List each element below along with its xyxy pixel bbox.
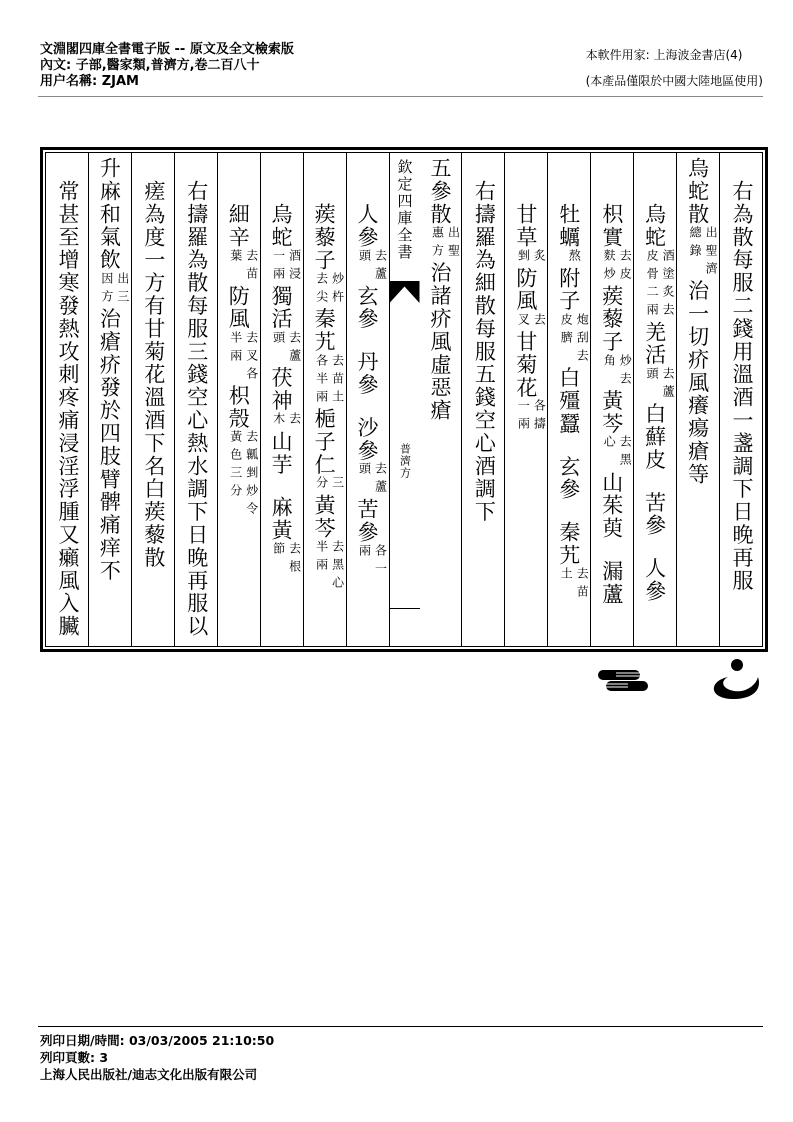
column-text — [304, 157, 346, 646]
main-text: 治一切疥風癢瘍瘡等 — [685, 279, 710, 486]
main-text: 蒺藜子 — [312, 203, 337, 272]
annotation-note — [357, 462, 389, 498]
app-title: 文淵閣四庫全書電子版 -- 原文及全文檢索版 — [40, 42, 294, 57]
text-column — [590, 153, 633, 646]
spacer — [654, 471, 655, 491]
annotation-line: 炒去 — [618, 353, 633, 390]
main-text: 甘草 — [513, 203, 538, 249]
print-datetime-row — [40, 1032, 274, 1049]
annotation-line: 熬 — [567, 248, 582, 267]
annotation-line: 去蘆 — [287, 330, 302, 367]
annotation-line: 去 — [532, 312, 547, 331]
annotation-line: 去苗土 — [330, 353, 345, 408]
print-datetime: 03/03/2005 21:10:50 — [128, 1033, 275, 1048]
print-pages-label: 列印頁數: — [40, 1050, 95, 1065]
annotation-line: 去苗 — [575, 566, 590, 603]
annotation-note — [271, 542, 303, 578]
annotation-note — [601, 435, 633, 471]
main-text: 右擣羅為細散每服五錢空心酒調下 — [472, 180, 497, 524]
content-path: 子部,醫家類,普濟方,卷二百八十 — [75, 58, 260, 73]
main-text: 山芋 — [269, 430, 294, 477]
annotation-note — [228, 249, 260, 285]
annotation-note — [515, 249, 547, 267]
footer — [40, 1032, 274, 1083]
print-datetime-label: 列印日期/時間: — [40, 1033, 125, 1048]
user-name: ZJAM — [101, 74, 139, 89]
main-text: 秦艽 — [312, 307, 337, 354]
annotation-line: 去 — [287, 412, 302, 431]
main-text: 羌活 — [642, 320, 667, 367]
main-text: 沙參 — [355, 416, 379, 463]
annotation-line: 角 — [602, 353, 617, 372]
main-text: 枳實 — [599, 203, 624, 249]
header-left — [40, 42, 294, 90]
logo-bar-top — [598, 670, 640, 680]
annotation-line: 剉 — [516, 248, 531, 267]
annotation-note — [515, 399, 547, 435]
annotation-line: 一兩 — [271, 248, 286, 285]
main-text: 升麻和氣飲 — [97, 157, 122, 272]
annotation-line: 心 — [602, 435, 617, 454]
column-text — [548, 157, 590, 646]
main-text: 茯神 — [269, 366, 294, 413]
annotation-line: 黃色三分 — [228, 430, 243, 503]
main-text: 烏蛇散 — [685, 157, 710, 226]
text-column — [719, 153, 762, 646]
annotation-note — [429, 226, 461, 262]
spacer — [611, 540, 612, 560]
main-text: 附子 — [556, 266, 581, 313]
annotation-line: 各半兩 — [314, 353, 329, 408]
text-column — [504, 153, 547, 646]
header-divider — [38, 96, 763, 97]
annotation-note — [271, 331, 303, 367]
spacer — [654, 537, 655, 557]
annotation-line: 一兩 — [516, 399, 531, 436]
main-text: 苦參 — [642, 491, 667, 538]
annotation-line: 分 — [314, 476, 329, 495]
user-row — [40, 74, 294, 90]
main-text: 黃芩 — [599, 389, 624, 436]
main-text: 細辛 — [226, 203, 251, 249]
annotation-line: 去尖 — [314, 271, 329, 308]
column-text — [720, 157, 762, 646]
annotation-line: 去蘆 — [373, 248, 388, 285]
column-text — [420, 157, 462, 646]
main-text: 牡蠣 — [556, 203, 581, 249]
annotation-line: 去黑 — [618, 435, 633, 472]
annotation-line: 去皮 — [618, 248, 633, 285]
annotation-note — [515, 313, 547, 331]
annotation-line: 兩 — [357, 544, 372, 563]
annotation-note — [566, 249, 582, 267]
annotation-note — [314, 476, 346, 494]
annotation-note — [314, 272, 346, 308]
annotation-note — [687, 226, 719, 280]
main-text: 玄參 — [355, 284, 379, 331]
annotation-line: 土 — [559, 566, 574, 585]
annotation-line: 半兩 — [314, 540, 329, 577]
annotation-line: 節 — [271, 542, 286, 561]
annotation-line: 去蘆 — [373, 462, 388, 499]
main-text: 防風 — [226, 284, 251, 331]
spacer — [367, 331, 368, 351]
main-text: 右擣羅為散每服三錢空心熱水調下日晚再服以 — [184, 180, 209, 638]
annotation-note — [601, 249, 633, 285]
main-text: 烏蛇 — [269, 203, 294, 249]
main-text: 人參 — [642, 557, 667, 603]
main-text: 苦參 — [355, 498, 379, 545]
annotation-line: 皮臍 — [559, 312, 574, 349]
annotation-note — [558, 313, 590, 367]
annotation-note — [644, 249, 676, 321]
footer-divider — [38, 1026, 763, 1027]
column-text — [347, 157, 389, 646]
main-text: 玄參 — [556, 455, 581, 502]
column-text — [462, 157, 504, 646]
column-text — [89, 157, 131, 646]
annotation-line: 頭 — [357, 248, 372, 267]
column-text — [218, 157, 260, 646]
main-text: 常甚至增寒發熱攻刺疼痛浸淫浮腫又癩風入臟 — [55, 180, 80, 638]
annotation-note — [314, 354, 346, 408]
main-text: 秦艽 — [556, 521, 581, 567]
text-column — [420, 153, 462, 646]
text-column — [217, 153, 260, 646]
print-pages-row — [40, 1049, 274, 1066]
main-text: 烏蛇 — [642, 203, 667, 249]
annotation-line: 出聖濟 — [704, 225, 719, 280]
annotation-note — [228, 331, 260, 385]
main-text: 丹參 — [355, 350, 379, 397]
annotation-line: 酒浸 — [287, 248, 302, 285]
annotation-line: 惠方 — [430, 225, 445, 262]
column-text — [132, 157, 174, 646]
annotation-note — [271, 249, 303, 285]
annotation-line: 皮骨二兩 — [645, 248, 660, 321]
annotation-line: 去根 — [287, 542, 302, 579]
text-column — [88, 153, 131, 646]
spacer — [281, 476, 282, 496]
column-text — [505, 157, 547, 646]
main-text: 山茱萸 — [599, 471, 624, 541]
main-text: 治諸疥風虛惡瘡 — [427, 261, 452, 423]
restriction-note: (本產品僅限於中國大陸地區使用) — [585, 74, 763, 88]
column-text — [634, 157, 676, 646]
annotation-note — [314, 540, 346, 594]
logo-swoosh — [714, 677, 759, 699]
spacer — [568, 501, 569, 521]
text-column — [303, 153, 346, 646]
text-column — [260, 153, 303, 646]
header-right — [586, 42, 763, 94]
band-title: 欽定四庫全書 — [395, 159, 414, 261]
print-pages: 3 — [99, 1050, 109, 1065]
annotation-line: 頭 — [271, 330, 286, 349]
annotation-line: 酒塗炙去 — [661, 248, 676, 321]
annotation-line: 去苗 — [244, 248, 259, 285]
annotation-line: 去黑心 — [330, 540, 345, 595]
main-text: 治瘡疥發於四肢臂髀痛痒不 — [97, 307, 122, 583]
publisher-logo-icon — [596, 655, 766, 705]
main-text: 麻黃 — [269, 496, 294, 543]
annotation-line: 去瓤剉炒令 — [244, 430, 259, 521]
main-text: 梔子仁 — [312, 407, 337, 477]
main-text: 甘菊花 — [513, 330, 538, 400]
annotation-line: 叉 — [516, 312, 531, 331]
text-column — [346, 153, 389, 646]
column-text — [591, 157, 633, 646]
annotation-line: 出三 — [115, 271, 130, 308]
annotation-note — [271, 412, 303, 430]
main-text: 白殭蠶 — [556, 366, 581, 436]
center-band — [389, 153, 420, 646]
publisher: 上海人民出版社/迪志文化出版有限公司 — [40, 1067, 258, 1082]
text-column — [461, 153, 504, 646]
main-text: 蒺藜子 — [599, 284, 624, 354]
band-divider — [390, 608, 420, 609]
annotation-line: 木 — [271, 412, 286, 431]
column-text — [677, 157, 719, 646]
text-columns — [45, 152, 763, 647]
annotation-line: 三 — [330, 476, 345, 495]
annotation-line: 頭 — [645, 366, 660, 385]
annotation-line: 各一 — [373, 544, 388, 581]
main-text: 獨活 — [269, 284, 294, 331]
content-label: 內文: — [40, 58, 72, 73]
annotation-line: 葉 — [228, 248, 243, 267]
licensee: 本軟件用家: 上海波金書店(4) — [585, 48, 743, 62]
fishtail-mark-icon — [390, 281, 420, 303]
text-column — [547, 153, 590, 646]
annotation-line: 麩炒 — [602, 248, 617, 285]
logo-bar-bottom — [606, 681, 648, 691]
spacer — [568, 435, 569, 455]
annotation-line: 出聖 — [446, 225, 461, 262]
main-text: 右為散每服二錢用溫酒一盞調下日晚再服 — [730, 180, 754, 593]
column-text — [175, 157, 217, 646]
annotation-note — [99, 272, 131, 308]
annotation-note — [357, 249, 389, 285]
spacer — [367, 396, 368, 416]
main-text: 漏蘆 — [599, 560, 624, 606]
annotation-line: 半兩 — [228, 330, 243, 367]
content-path-row — [40, 58, 294, 74]
band-book-name: 普濟方 — [398, 443, 412, 479]
text-column — [676, 153, 719, 646]
annotation-line: 各擣 — [532, 399, 547, 436]
annotation-line: 去叉各 — [244, 330, 259, 385]
logo-dot — [731, 659, 743, 671]
annotation-note — [558, 567, 590, 603]
annotation-line: 因方 — [99, 271, 114, 308]
main-text: 白蘚皮 — [642, 402, 667, 472]
column-text — [46, 157, 88, 646]
column-text — [261, 157, 303, 646]
annotation-note — [357, 544, 389, 580]
main-text: 瘥為度一方有甘菊花溫酒下名白蒺藜散 — [141, 180, 166, 570]
annotation-note — [601, 354, 633, 390]
main-text: 防風 — [513, 266, 538, 313]
annotation-line: 炮刮去 — [575, 312, 590, 367]
annotation-note — [228, 430, 260, 520]
main-text: 枳殼 — [226, 384, 251, 431]
text-column — [131, 153, 174, 646]
annotation-line: 去蘆 — [661, 366, 676, 403]
annotation-note — [644, 367, 676, 403]
annotation-line: 炙 — [532, 248, 547, 267]
annotation-line: 炒杵 — [330, 271, 345, 308]
annotation-line: 總錄 — [688, 225, 703, 262]
main-text: 黃芩 — [312, 494, 337, 541]
main-text: 五參散 — [427, 157, 452, 226]
main-text: 人參 — [355, 203, 379, 249]
page-frame — [40, 147, 768, 652]
text-column — [46, 153, 88, 646]
text-column — [174, 153, 217, 646]
user-label: 用户名稱: — [40, 74, 98, 89]
annotation-line: 頭 — [357, 462, 372, 481]
text-column — [633, 153, 676, 646]
